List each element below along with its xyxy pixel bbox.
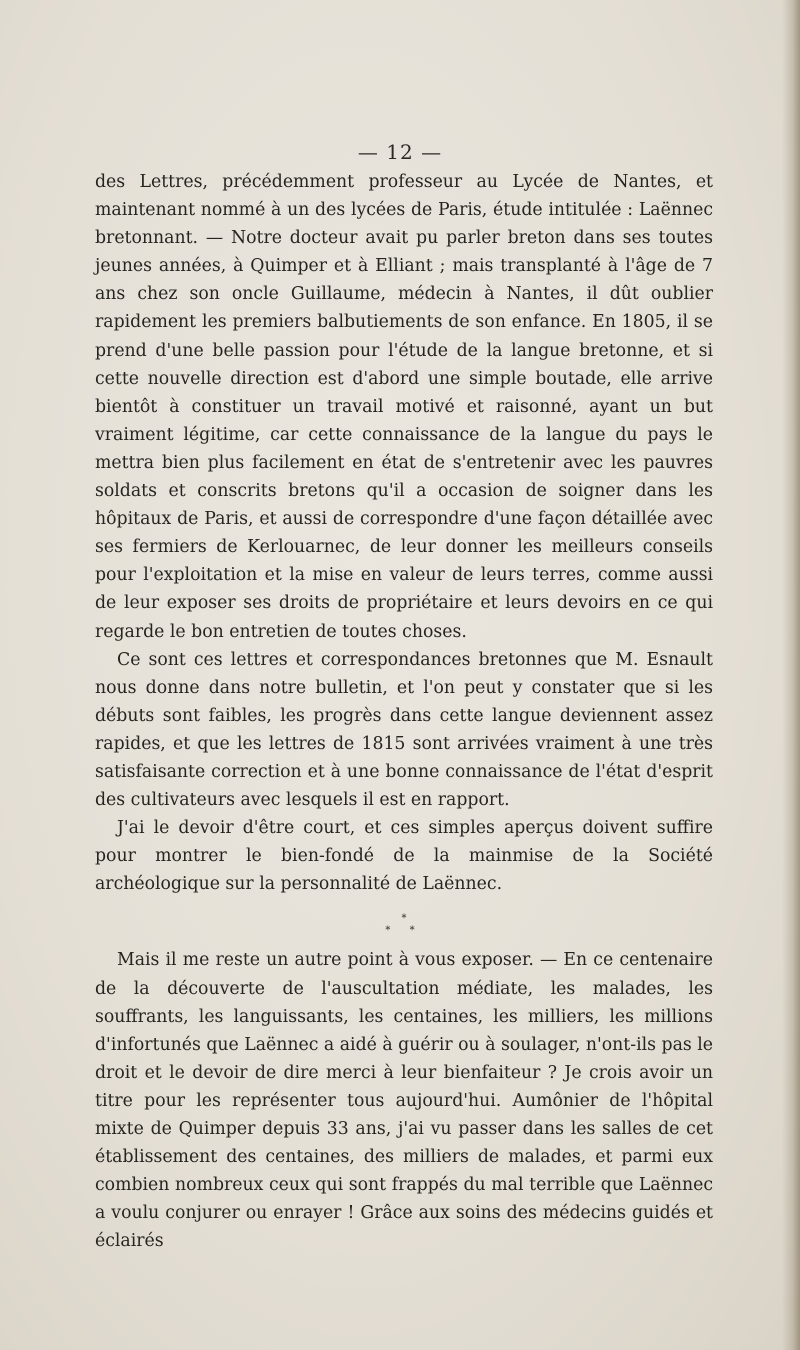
asterism-top-star: * xyxy=(401,913,407,925)
paragraph-1: des Lettres, précédemment professeur au Lycée de Nantes, et maintenant nommé à un des lycées de Paris, étude intitulée : Laënnec bretonnant. — Notre docteur avait pu parler breton dans ses toutes jeunes années, à Quimper et à Elliant ; mais transplanté à l'âge de 7 ans chez son oncle Guillaume, médecin à Nantes, il dût oublier rapidement les premiers balbutiements de son enfance. En 1805, il se prend d'une belle passion pour l'étude de la langue bretonne, et si cette nouvelle direction est d'abord une simple boutade, elle arrive bientôt à constituer un travail motivé et raisonné, ayant un but vraiment légitime, car cette connaissance de la langue du pays le mettra bien plus facilement en état de s'entretenir avec les pauvres soldats et conscrits bretons qu'il a occasion de soigner dans les hôpitaux de Paris, et aussi de correspondre d'une façon détaillée avec ses fermiers de Kerlouarnec, de leur donner les meilleurs conseils pour l'exploitation et la mise en valeur de leurs terres, comme aussi de leur exposer ses droits de propriétaire et leurs devoirs en ce qui regarde le bon entretien de toutes choses. xyxy=(95,172,713,642)
paragraph-3: J'ai le devoir d'être court, et ces simples aperçus doivent suffire pour montrer le bien-fondé de la mainmise de la Société archéologique sur la personnalité de Laënnec. xyxy=(95,818,713,895)
page-number: — 12 — xyxy=(357,140,443,164)
asterism-bottom-stars: * * xyxy=(385,925,423,937)
section-asterism xyxy=(95,904,713,946)
paragraph-2: Ce sont ces lettres et correspondances bretonnes que M. Esnault nous donne dans notre bulletin, et l'on peut y constater que si les débuts sont faibles, les progrès dans cette langue deviennent assez rapides, et que les lettres de 1815 sont arrivées vraiment à une très satisfaisante correction et à une bonne connaissance de l'état d'esprit des cultivateurs avec lesquels il est en rapport. xyxy=(95,649,713,811)
page-edge-shadow xyxy=(782,0,800,1350)
paragraph-4: Mais il me reste un autre point à vous exposer. — En ce centenaire de la découverte de l'auscultation médiate, les malades, les souffrants, les languissants, les centaines, les milliers, les millions d'infortunés que Laënnec a aidé à guérir ou à soulager, n'ont-ils pas le droit et le devoir de dire merci à leur bienfaiteur ? Je crois avoir un titre pour les représenter tous aujourd'hui. Aumônier de l'hôpital mixte de Quimper depuis 33 ans, j'ai vu passer dans les salles de cet établissement des centaines, des milliers de malades, et parmi eux combien nombreux ceux qui sont frappés du mal terrible que Laënnec a voulu conjurer ou enrayer ! Grâce aux soins des médecins guidés et éclairés xyxy=(95,950,713,1252)
body-text xyxy=(95,168,713,1255)
